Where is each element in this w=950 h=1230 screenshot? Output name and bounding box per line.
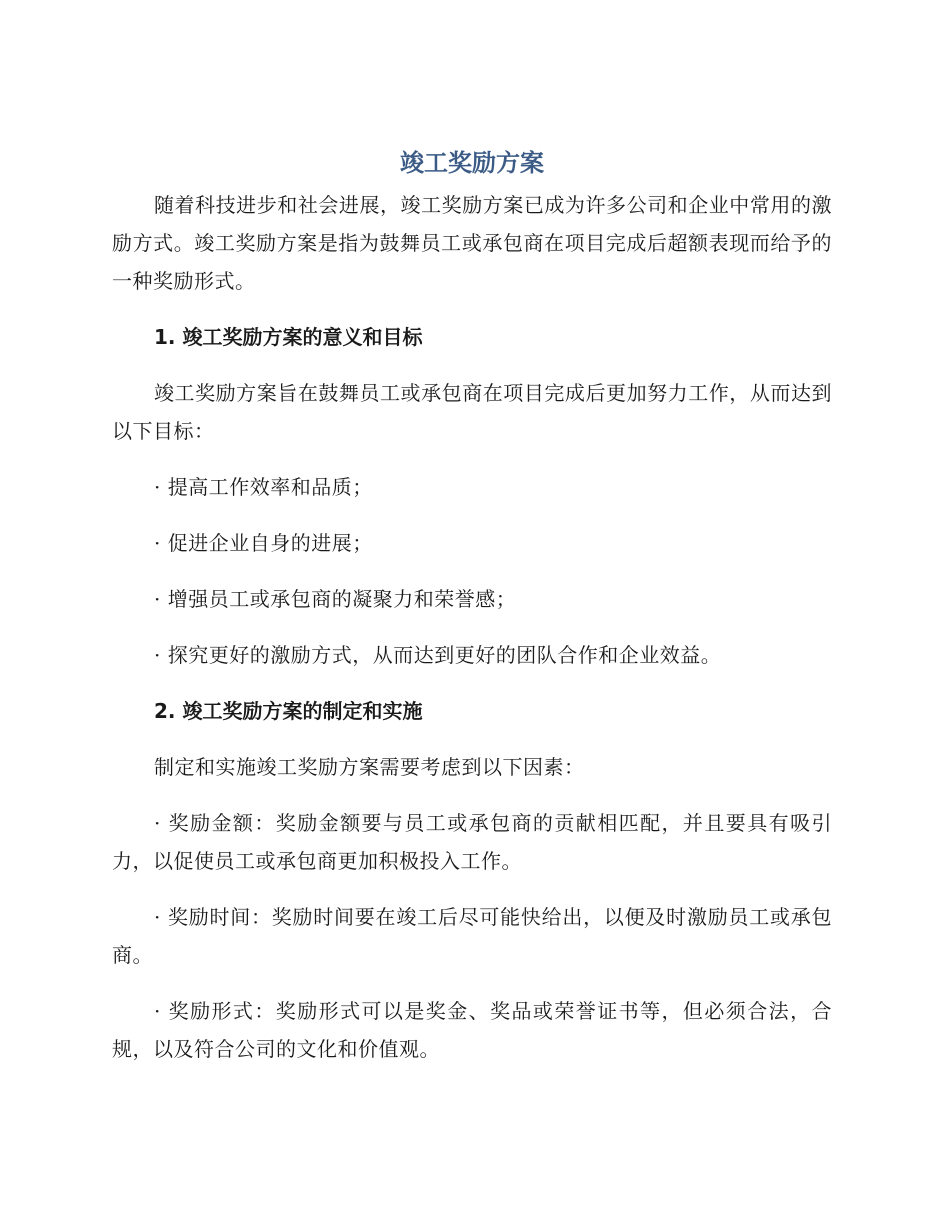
- spacer: [112, 618, 832, 636]
- section2-item-1: · 奖励金额：奖励金额要与员工或承包商的贡献相匹配，并且要具有吸引力，以促使员工或承包商更加积极投入工作。: [112, 811, 832, 873]
- section1-bullet-2: · 促进企业自身的进展；: [154, 531, 373, 555]
- section2-paragraph: 制定和实施竣工奖励方案需要考虑到以下因素：: [154, 755, 585, 779]
- section2-item-3: · 奖励形式：奖励形式可以是奖金、奖品或荣誉证书等，但必须合法，合规，以及符合公司的文化和价值观。: [112, 999, 832, 1061]
- spacer: [112, 880, 832, 898]
- document-content: [112, 142, 832, 1068]
- spacer: [112, 450, 832, 468]
- intro-paragraph: 随着科技进步和社会进展，竣工奖励方案已成为许多公司和企业中常用的激励方式。竣工奖励方案是指为鼓舞员工或承包商在项目完成后超额表现而给予的一种奖励形式。: [112, 193, 832, 293]
- section1-bullet-1: · 提高工作效率和品质；: [154, 475, 373, 499]
- section2-item-2: · 奖励时间：奖励时间要在竣工后尽可能快给出，以便及时激励员工或承包商。: [112, 905, 832, 967]
- document-title: 竣工奖励方案: [400, 149, 544, 177]
- section1-bullet-3: · 增强员工或承包商的凝聚力和荣誉感；: [154, 587, 517, 611]
- spacer: [112, 562, 832, 580]
- section1-paragraph: 竣工奖励方案旨在鼓舞员工或承包商在项目完成后更加努力工作，从而达到以下目标：: [112, 381, 832, 443]
- spacer: [112, 974, 832, 992]
- section2-heading: 2. 竣工奖励方案的制定和实施: [154, 699, 423, 723]
- spacer: [112, 786, 832, 804]
- spacer: [112, 506, 832, 524]
- section1-bullet-4: · 探究更好的激励方式，从而达到更好的团队合作和企业效益。: [154, 643, 722, 667]
- section1-heading: 1. 竣工奖励方案的意义和目标: [154, 325, 423, 349]
